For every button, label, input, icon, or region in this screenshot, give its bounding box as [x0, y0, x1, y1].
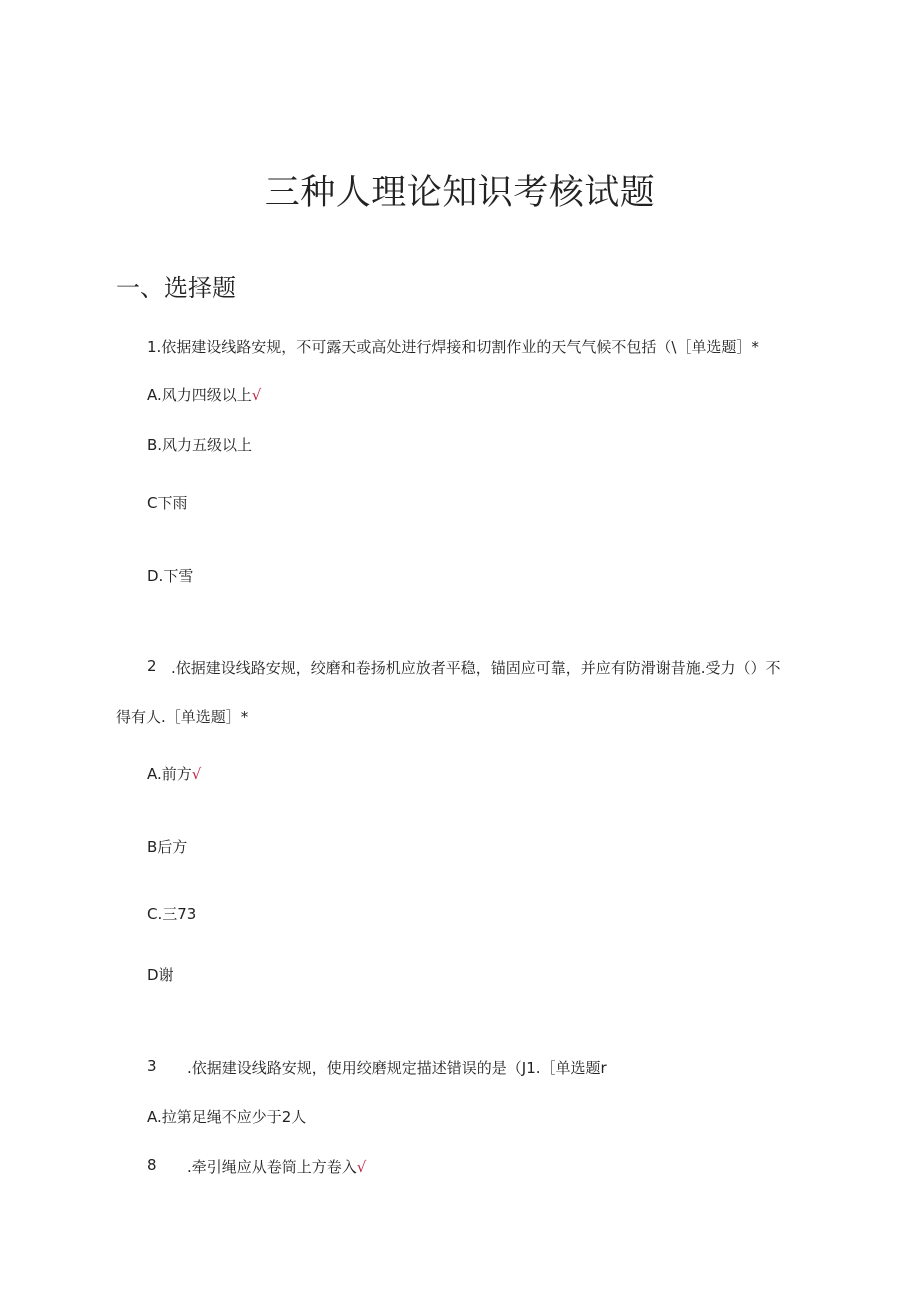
question-3-option-b: [187, 1156, 366, 1177]
option-label: A.风力四级以上: [147, 386, 252, 404]
question-2-number: 2: [147, 657, 157, 675]
checkmark-icon: √: [251, 386, 262, 404]
question-2-text-line1: .依据建设线路安规，绞磨和卷扬机应放者平稳，锚固应可靠，并应有防滑谢昔施.受力（）不: [171, 659, 781, 677]
question-1-option-d: D.下雪: [147, 567, 194, 585]
question-2-option-a: [147, 763, 201, 784]
question-2-option-d: D谢: [147, 966, 174, 984]
question-1-option-a: [147, 384, 261, 405]
question-2-option-b: B后方: [147, 838, 188, 856]
question-2-option-c: C.三73: [147, 905, 197, 923]
question-1-option-c: C下雨: [147, 494, 188, 512]
question-3-option-a: A.拉第足绳不应少于2人: [147, 1108, 307, 1126]
question-2-text-line2: 得有人.［单选题］*: [116, 708, 249, 726]
checkmark-icon: √: [356, 1158, 367, 1176]
document-title: 三种人理论知识考核试题: [264, 173, 656, 213]
option-label: .牵引绳应从卷筒上方卷入: [187, 1158, 357, 1176]
question-3-number: 3: [147, 1057, 157, 1075]
checkmark-icon: √: [191, 765, 202, 783]
question-3-text: .依据建设线路安规，使用绞磨规定描述错误的是（J1.［单选题r: [187, 1059, 607, 1077]
section-heading: 一、选择题: [116, 274, 236, 302]
option-label: A.前方: [147, 765, 192, 783]
question-1-text: 1.依据建设线路安规，不可露天或高处进行焊接和切割作业的天气气候不包括（\［单选题］*: [147, 338, 759, 356]
question-1-option-b: B.风力五级以上: [147, 436, 253, 454]
question-3-option-b-number: 8: [147, 1156, 157, 1174]
